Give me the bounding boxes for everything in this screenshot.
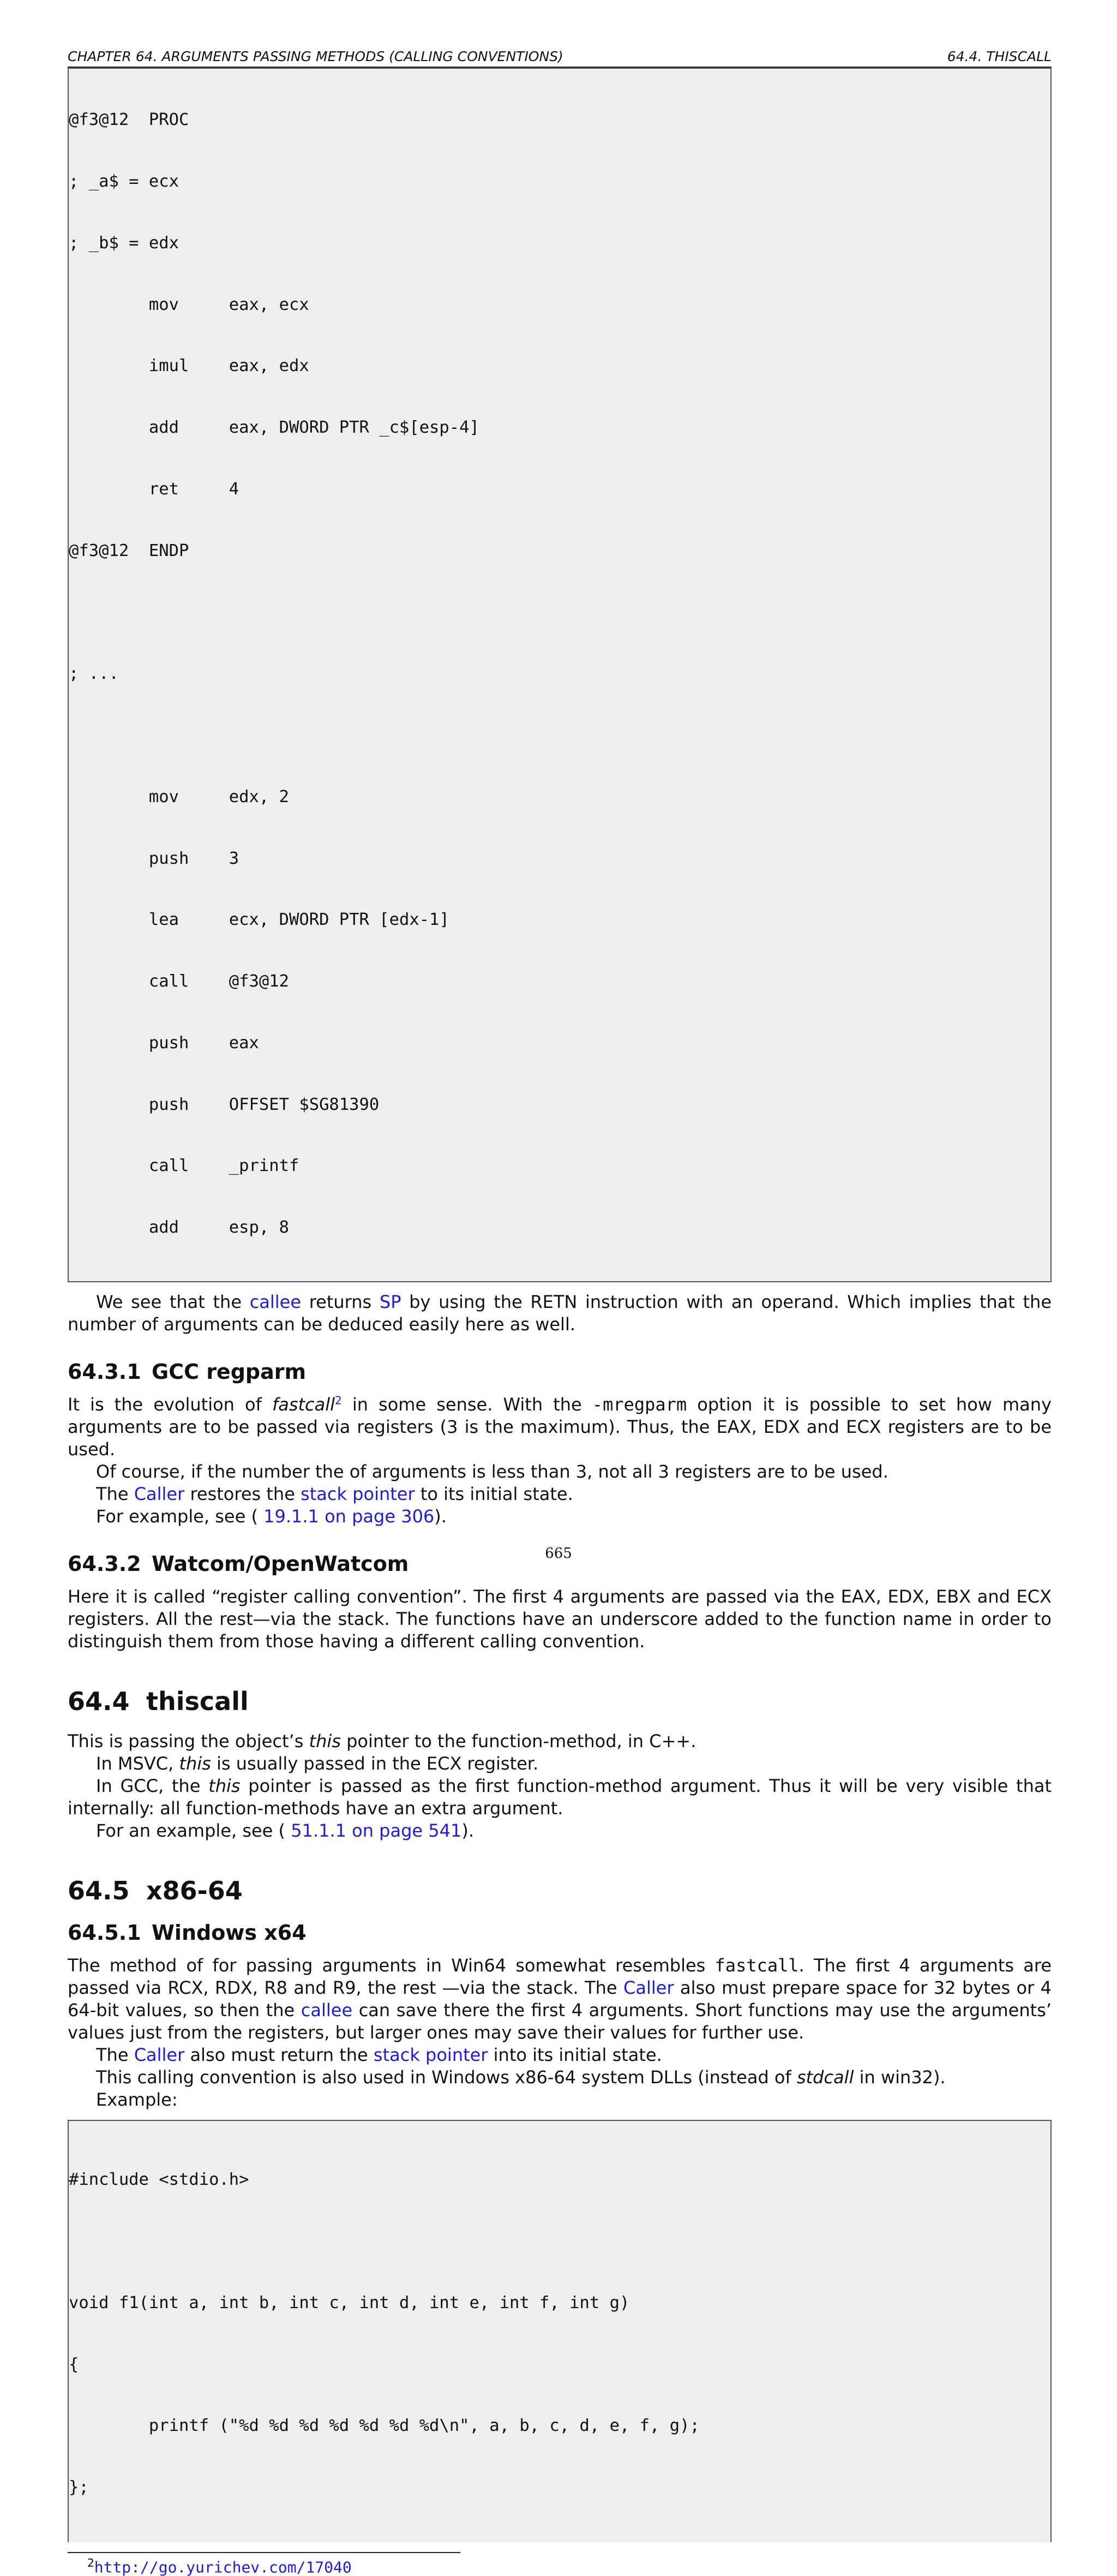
text-run: It is the evolution of	[68, 1394, 272, 1415]
paragraph-example-label: Example:	[96, 2089, 178, 2111]
text-run: is usually passed in the ECX register.	[211, 1753, 539, 1774]
code-line: push OFFSET $SG81390	[69, 1095, 380, 1114]
code-line	[69, 602, 1050, 623]
inline-code-mregparm: -mregparm	[592, 1394, 687, 1415]
emphasis-stdcall: stdcall	[796, 2067, 854, 2088]
section-number: 64.5.1	[68, 1921, 141, 1945]
text-run: In MSVC,	[96, 1753, 179, 1774]
code-line: push 3	[69, 848, 239, 868]
section-heading-x86-64	[68, 1875, 1052, 1906]
text-run: option it is possible to set how many arguments are to be passed via registers (3 is the maximum). Thus, the EAX, EDX and ECX registers are to be used.	[68, 1394, 1052, 1460]
code-line: void f1(int a, int b, int c, int d, int e, int f, int g)	[69, 2293, 630, 2312]
text-run: ).	[434, 1506, 447, 1527]
glossary-link-caller[interactable]: Caller	[134, 2045, 185, 2066]
running-header	[68, 46, 1052, 68]
text-run: returns	[301, 1292, 380, 1313]
header-chapter-title: CHAPTER 64. ARGUMENTS PASSING METHODS (CALLING CONVENTIONS)	[68, 49, 563, 64]
paragraph-callee-returns	[68, 1291, 1052, 1336]
code-line: printf ("%d %d %d %d %d %d %d\n", a, b, c, d, e, f, g);	[69, 2416, 700, 2436]
inline-code-fastcall: fastcall	[714, 1955, 799, 1976]
glossary-link-stack-pointer[interactable]: stack pointer	[373, 2045, 488, 2066]
paragraph-thiscall-msvc	[68, 1753, 1052, 1775]
c-source-listing	[68, 2120, 1052, 2542]
text-run: also must return the	[184, 2045, 374, 2066]
assembly-listing	[68, 68, 1052, 1282]
code-line: ; _b$ = edx	[69, 233, 179, 253]
paragraph-win64-caller-return	[68, 2044, 1052, 2066]
text-run: . The first 4 arguments are passed via RCX, RDX, R8 and R9, the rest —via the stack. The	[68, 1955, 1052, 1999]
paragraph-win64-intro	[68, 1955, 1052, 2044]
paragraph-regparm-example	[68, 1505, 1052, 1528]
text-run: The	[96, 1484, 134, 1505]
section-number: 64.3.2	[68, 1552, 141, 1576]
paragraph-thiscall-gcc	[68, 1775, 1052, 1820]
footnote-divider	[68, 2552, 460, 2553]
text-run: The method of for passing arguments in Win64 somewhat resembles	[68, 1955, 715, 1976]
code-line: };	[69, 2478, 89, 2497]
code-line	[69, 725, 1050, 746]
section-title: thiscall	[146, 1687, 249, 1717]
code-line: #include <stdio.h>	[69, 2170, 249, 2190]
section-number: 64.4	[68, 1687, 130, 1717]
footnote	[68, 2556, 1052, 2576]
document-page	[68, 46, 1052, 2576]
paragraph-regparm-less-than-3: Of course, if the number the of arguments is less than 3, not all 3 registers are to be used.	[96, 1461, 888, 1483]
code-line: call @f3@12	[69, 972, 289, 991]
emphasis-this: this	[208, 1776, 241, 1797]
text-run: can save there the first 4 arguments. Short functions may use the arguments’ values just from the registers, but larger ones may save their values for further use.	[68, 2000, 1052, 2043]
section-heading-thiscall	[68, 1686, 1052, 1717]
glossary-link-caller[interactable]: Caller	[623, 1977, 674, 1999]
code-line: {	[69, 2354, 79, 2374]
paragraph-thiscall-example	[68, 1820, 1052, 1842]
section-title: GCC regparm	[152, 1360, 307, 1384]
text-run: in win32).	[854, 2067, 946, 2088]
paragraph-regparm-caller-restores	[68, 1483, 1052, 1505]
page-number: 665	[545, 1545, 572, 1562]
emphasis-fastcall: fastcall	[272, 1394, 335, 1415]
code-line: @f3@12 PROC	[69, 110, 189, 130]
text-run: restores the	[184, 1484, 301, 1505]
paragraph-watcom: Here it is called “register calling convention”. The first 4 arguments are passed via the EAX, EDX, EBX and ECX registers. All the rest—via the stack. The functions have an underscore added to the function name in order to distinguish them from those having a different calling convention.	[68, 1586, 1052, 1652]
text-run: also must prepare space for 32 bytes or 4 64-bit values, so then the	[68, 1977, 1052, 2021]
text-run: For an example, see (	[96, 1820, 291, 1842]
code-line: @f3@12 ENDP	[69, 541, 189, 560]
text-run: in some sense. With the	[341, 1394, 592, 1415]
text-run: The	[96, 2045, 134, 2066]
paragraph-regparm-intro	[68, 1394, 1052, 1461]
code-line: ret 4	[69, 479, 239, 499]
text-run: We see that the	[96, 1292, 250, 1313]
code-line: mov eax, ecx	[69, 295, 309, 314]
glossary-link-sp[interactable]: SP	[379, 1292, 401, 1313]
header-section-title: 64.4. THISCALL	[947, 49, 1052, 64]
text-run: This is passing the object’s	[68, 1731, 309, 1752]
code-line: push eax	[69, 1033, 259, 1053]
cross-reference-link[interactable]: 19.1.1 on page 306	[263, 1506, 435, 1527]
code-line: ; ...	[69, 664, 119, 684]
emphasis-this: this	[309, 1731, 341, 1752]
emphasis-this: this	[179, 1753, 211, 1774]
paragraph-win64-dlls	[68, 2066, 1052, 2089]
glossary-link-callee[interactable]: callee	[249, 1292, 302, 1313]
section-title: Windows x64	[152, 1921, 307, 1945]
code-line: add esp, 8	[69, 1218, 289, 1238]
section-heading-gcc-regparm	[68, 1359, 1052, 1385]
footnote-ref-2[interactable]: 2	[335, 1394, 342, 1407]
glossary-link-callee[interactable]: callee	[301, 2000, 353, 2021]
section-number: 64.5	[68, 1876, 130, 1906]
code-line: ; _a$ = ecx	[69, 171, 179, 191]
section-title: Watcom/OpenWatcom	[152, 1552, 409, 1576]
text-run: In GCC, the	[96, 1776, 209, 1797]
code-line: call _printf	[69, 1156, 299, 1176]
text-run: to its initial state.	[415, 1484, 573, 1505]
code-line: add eax, DWORD PTR _c$[esp-4]	[69, 418, 479, 438]
section-title: x86-64	[146, 1876, 243, 1906]
glossary-link-stack-pointer[interactable]: stack pointer	[301, 1484, 415, 1505]
glossary-link-caller[interactable]: Caller	[134, 1484, 185, 1505]
code-line: lea ecx, DWORD PTR [edx-1]	[69, 910, 449, 930]
text-run: This calling convention is also used in Windows x86-64 system DLLs (instead of	[96, 2067, 797, 2088]
paragraph-thiscall-intro	[68, 1730, 1052, 1753]
text-run: by using the RETN instruction with an operand. Which implies that the number of arguments can be deduced easily here as well.	[68, 1292, 1052, 1335]
text-run: For example, see (	[96, 1506, 264, 1527]
footnote-url-link[interactable]: http://go.yurichev.com/17040	[94, 2558, 352, 2576]
footnote-mark: 2	[87, 2556, 94, 2569]
text-run: pointer is passed as the first function-method argument. Thus it will be very visible that internally: all function-methods have an extra argument.	[68, 1776, 1052, 1819]
code-line: mov edx, 2	[69, 787, 289, 806]
text-run: into its initial state.	[488, 2045, 662, 2066]
section-heading-windows-x64	[68, 1920, 1052, 1946]
code-line: imul eax, edx	[69, 356, 309, 376]
section-number: 64.3.1	[68, 1360, 141, 1384]
text-run: ).	[461, 1820, 474, 1842]
text-run: pointer to the function-method, in C++.	[340, 1731, 696, 1752]
cross-reference-link[interactable]: 51.1.1 on page 541	[291, 1820, 462, 1842]
code-line	[69, 2231, 1050, 2252]
